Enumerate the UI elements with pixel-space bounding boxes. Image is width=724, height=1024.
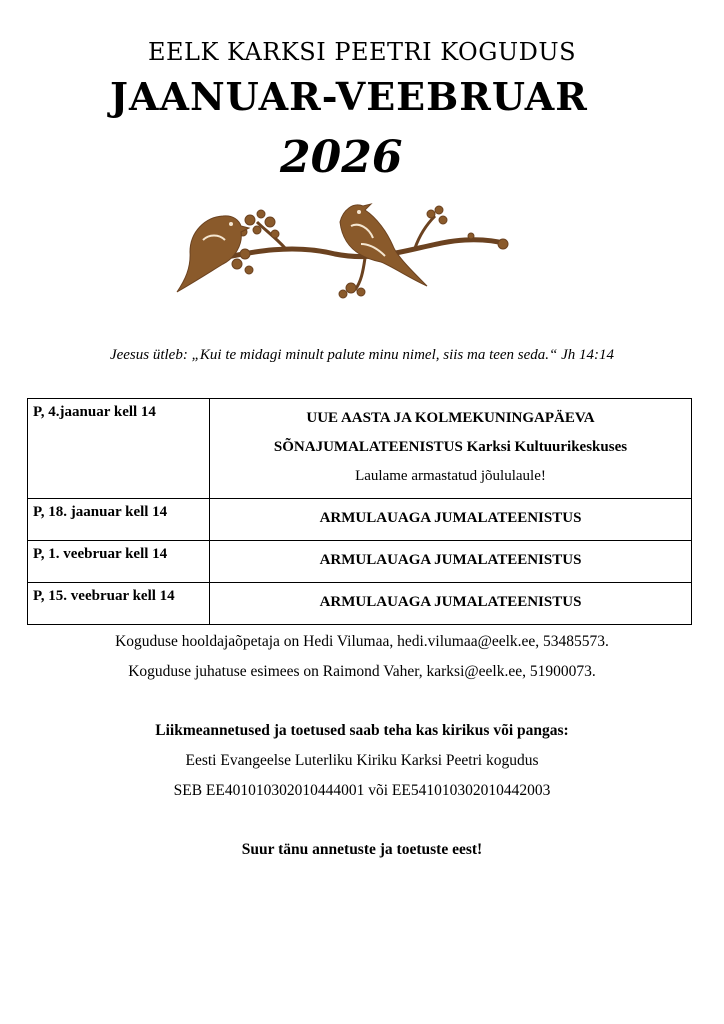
table-row [28, 399, 692, 499]
service-description [210, 399, 692, 499]
year-title: 2026 [280, 132, 403, 183]
service-description [210, 583, 692, 625]
service-title-line: ARMULAUAGA JUMALATEENISTUS [319, 594, 582, 610]
table-row [28, 541, 692, 583]
thanks-message: Suur tänu annetuste ja toetuste eest! [241, 841, 483, 858]
table-row [28, 499, 692, 541]
bank-accounts: SEB EE401010302010444001 või EE541010302010442003 [173, 782, 551, 799]
service-title-line: UUE AASTA JA KOLMEKUNINGAPÄEVA [306, 410, 595, 426]
service-date: P, 15. veebruar kell 14 [28, 583, 210, 625]
chair-contact: Koguduse juhatuse esimees on Raimond Vaher, karksi@eelk.ee, 51900073. [128, 663, 596, 680]
service-title-line: ARMULAUAGA JUMALATEENISTUS [319, 510, 582, 526]
service-date: P, 1. veebruar kell 14 [28, 541, 210, 583]
service-description [210, 499, 692, 541]
service-title-line: SÕNAJUMALATEENISTUS Karksi Kultuurikeskuses [273, 439, 628, 455]
service-description [210, 541, 692, 583]
service-date: P, 4.jaanuar kell 14 [28, 399, 210, 499]
birds-on-branch-icon [165, 192, 515, 302]
service-schedule-table [27, 398, 692, 625]
service-date: P, 18. jaanuar kell 14 [28, 499, 210, 541]
service-note: Laulame armastatud jõululaule! [355, 468, 546, 484]
table-row [28, 583, 692, 625]
donations-heading: Liikmeannetused ja toetused saab teha kas kirikus või pangas: [155, 722, 569, 739]
donations-recipient: Eesti Evangeelse Luterliku Kiriku Karksi Peetri kogudus [185, 752, 539, 769]
pastor-contact: Koguduse hooldajaõpetaja on Hedi Vilumaa, hedi.vilumaa@eelk.ee, 53485573. [115, 633, 609, 650]
service-title-line: ARMULAUAGA JUMALATEENISTUS [319, 552, 582, 568]
congregation-title: EELK KARKSI PEETRI KOGUDUS [147, 38, 577, 66]
months-title: JAANUAR-VEEBRUAR [110, 74, 588, 119]
bible-verse: Jeesus ütleb: „Kui te midagi minult palute minu nimel, siis ma teen seda.“ Jh 14:14 [109, 347, 615, 363]
